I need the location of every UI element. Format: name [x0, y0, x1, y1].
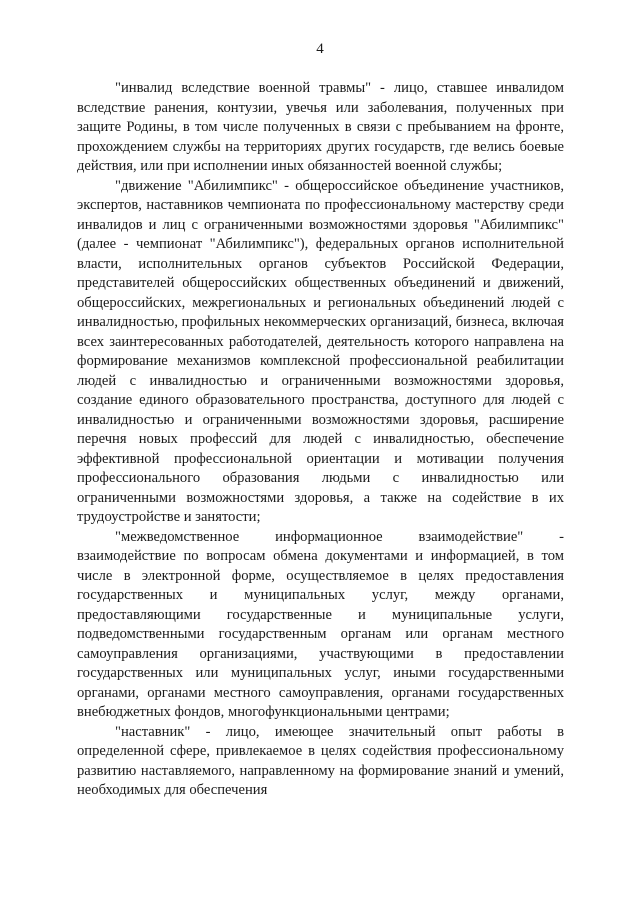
page-number: 4: [316, 41, 324, 57]
paragraph-mentor: "наставник" - лицо, имеющее значительный опыт работы в определенной сфере, привлекаемое в целях содействия профессиональному развитию наставляемого, направленному на формирование знаний и умений, необходимых для обеспечения: [77, 723, 564, 798]
paragraph-interagency-interaction: "межведомственное информационное взаимодействие" - взаимодействие по вопросам обмена документами и информацией, в том числе в электронной форме, осуществляемое в целях предоставления государственных и муниципальных услуг, между органами, предоставляющими государственные и муниципальные услуги, подведомственными государственным органам или органам местного самоуправления организациями, участвующими в предоставлении государственных или муниципальных услуг, иными государственными органами, органами местного самоуправления, органами государственных внебюджетных фондов, многофункциональными центрами;: [77, 528, 564, 720]
paragraph-abilympics-movement: "движение "Абилимпикс" - общероссийское объединение участников, экспертов, наставников чемпионата по профессиональному мастерству среди инвалидов и лиц с ограниченными возможностями здоровья "Абилимпикс" (далее - чемпионат "Абилимпикс"), федеральных органов исполнительной власти, исполнительных органов субъектов Российской Федерации, представителей общероссийских общественных объединений и движений, общероссийских, межрегиональных и региональных объединений людей с инвалидностью, профильных некоммерческих организаций, бизнеса, включая всех заинтересованных работодателей, деятельность которого направлена на формирование механизмов комплексной профессиональной реабилитации людей с инвалидностью и ограниченными возможностями здоровья, создание единого образовательного пространства, доступного для людей с инвалидностью и ограниченными возможностями здоровья, расширение перечня новых профессий для людей с инвалидностью, обеспечение эффективной профессиональной ориентации и мотивации получения профессионального образования людьми с инвалидностью или ограниченными возможностями здоровья, а также на содействие в их трудоустройстве и занятости;: [77, 177, 564, 525]
document-body: [77, 79, 564, 801]
paragraph-war-injury-disabled: "инвалид вследствие военной травмы" - лицо, ставшее инвалидом вследствие ранения, контузии, увечья или заболевания, полученных при защите Родины, в том числе полученных в связи с пребыванием на фронте, прохождением службы на территориях других государств, где велись боевые действия, или при исполнении иных обязанностей военной службы;: [77, 80, 564, 174]
